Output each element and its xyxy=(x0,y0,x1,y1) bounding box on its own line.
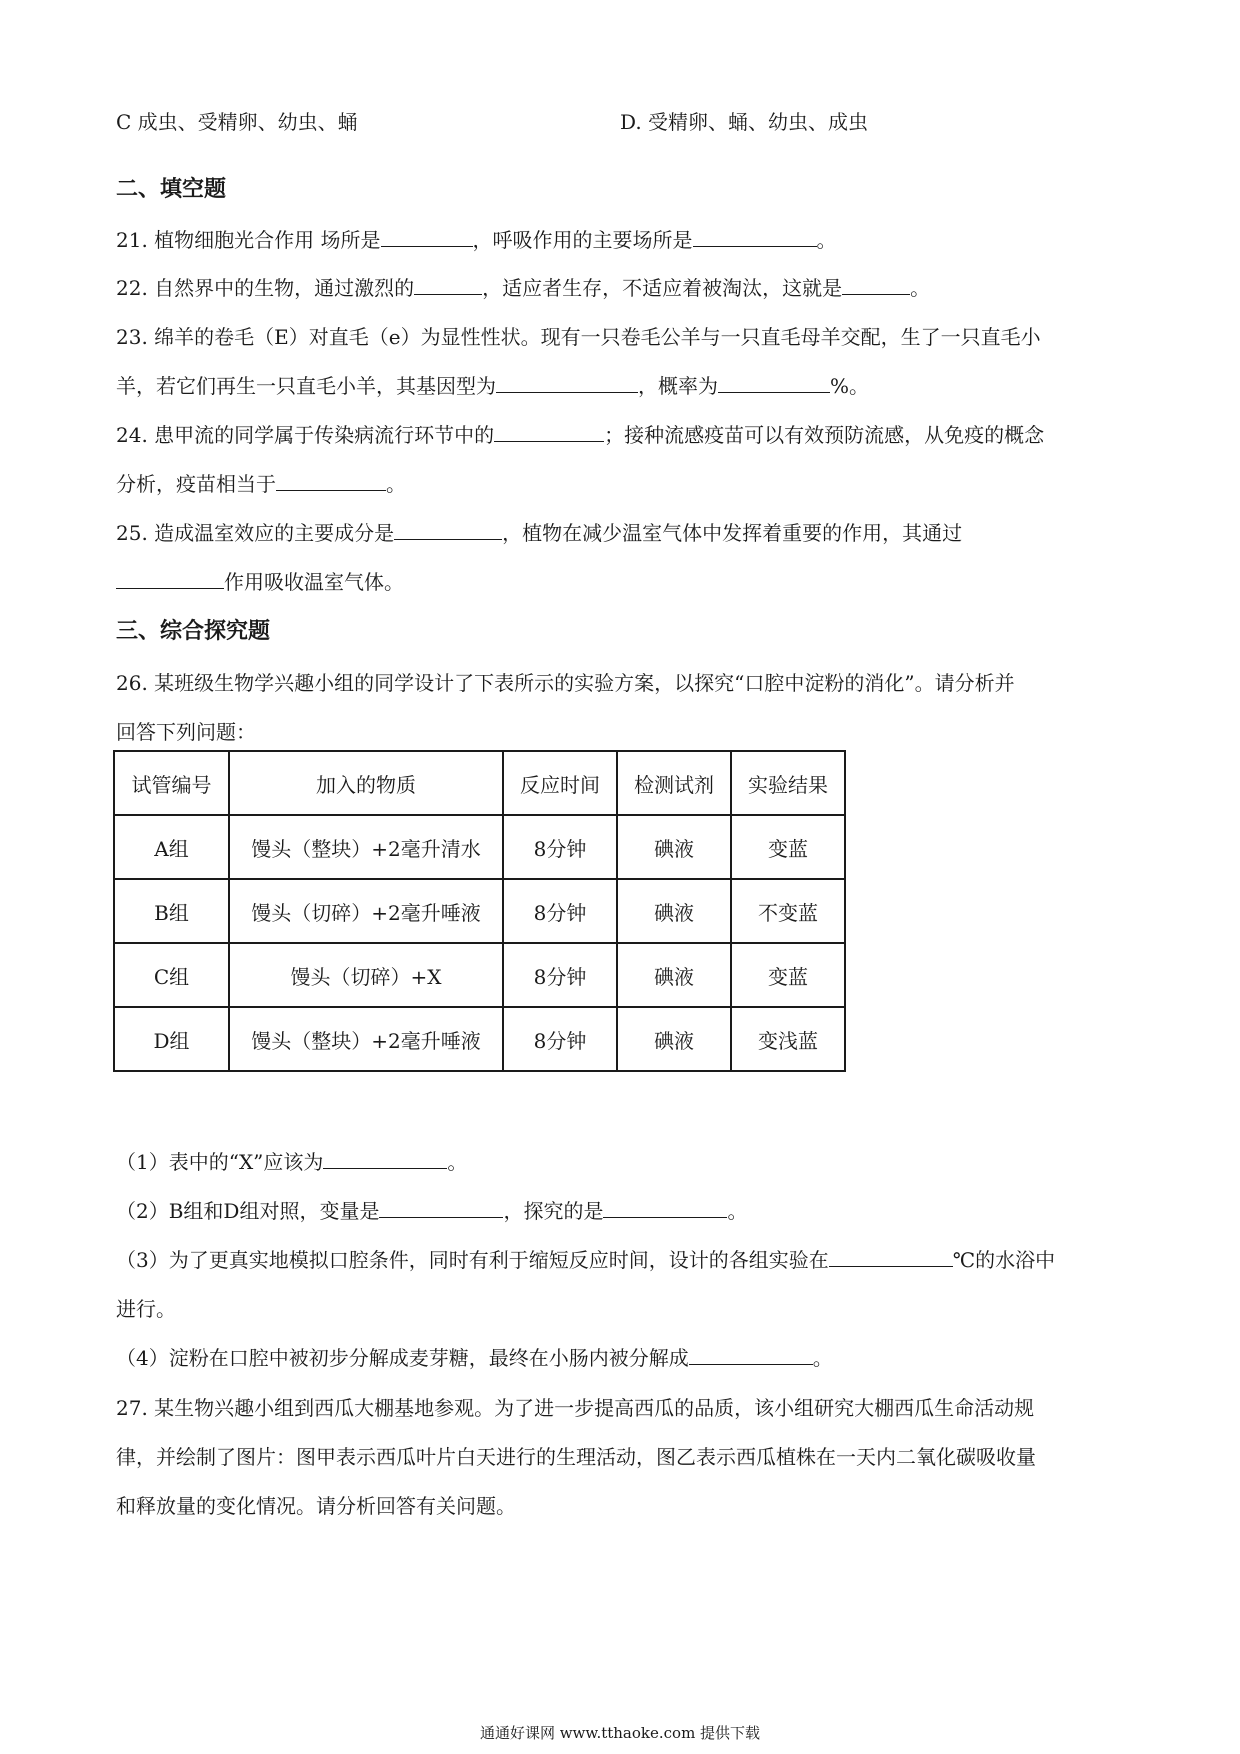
header-reaction-time: 反应时间 xyxy=(503,751,617,815)
answer-blank[interactable] xyxy=(718,374,830,393)
answer-blank[interactable] xyxy=(379,1199,503,1218)
q21-text-a: 21. 植物细胞光合作用 场所是 xyxy=(116,228,381,252)
table-header-row xyxy=(114,751,845,815)
header-substance: 加入的物质 xyxy=(229,751,503,815)
answer-blank[interactable] xyxy=(689,1346,813,1365)
question-26-sub4 xyxy=(116,1342,833,1371)
question-21 xyxy=(116,224,837,253)
q24-text-c: 分析，疫苗相当于 xyxy=(116,472,276,496)
cell-tube-id: C组 xyxy=(114,943,229,1007)
question-23-line1: 23. 绵羊的卷毛（E）对直毛（e）为显性性状。现有一只卷毛公羊与一只直毛母羊交配，生了一只直毛小 xyxy=(116,325,1041,349)
q21-text-b: ，呼吸作用的主要场所是 xyxy=(472,228,693,252)
cell-result: 变浅蓝 xyxy=(731,1007,845,1071)
q25-text-a: 25. 造成温室效应的主要成分是 xyxy=(116,521,395,545)
cell-result: 不变蓝 xyxy=(731,879,845,943)
sub3-text-b: ℃的水浴中 xyxy=(952,1248,1056,1272)
cell-reaction-time: 8分钟 xyxy=(503,815,617,879)
answer-blank[interactable] xyxy=(394,521,502,540)
question-26-line2: 回答下列问题： xyxy=(116,720,256,744)
question-27-line2: 律，并绘制了图片：图甲表示西瓜叶片白天进行的生理活动，图乙表示西瓜植株在一天内二氧化碳吸收量 xyxy=(116,1445,1036,1469)
answer-blank[interactable] xyxy=(276,472,386,491)
q23-text-b: ，概率为 xyxy=(638,374,718,398)
q22-text-c: 。 xyxy=(910,276,931,300)
sub3-text-a: （3）为了更真实地模拟口腔条件，同时有利于缩短反应时间，设计的各组实验在 xyxy=(116,1248,829,1272)
cell-substance: 馒头（整块）+2毫升唾液 xyxy=(229,1007,503,1071)
answer-blank[interactable] xyxy=(693,228,817,247)
option-d: D. 受精卵、蛹、幼虫、成虫 xyxy=(620,110,869,134)
q25-text-b: ，植物在减少温室气体中发挥着重要的作用，其通过 xyxy=(502,521,963,545)
sub2-text-b: ，探究的是 xyxy=(503,1199,604,1223)
cell-reaction-time: 8分钟 xyxy=(503,879,617,943)
cell-substance: 馒头（整块）+2毫升清水 xyxy=(229,815,503,879)
header-reagent: 检测试剂 xyxy=(617,751,731,815)
answer-blank[interactable] xyxy=(381,228,473,247)
q25-text-c: 作用吸收温室气体。 xyxy=(224,570,404,594)
answer-blank[interactable] xyxy=(842,276,910,295)
question-26-sub3-line1 xyxy=(116,1244,1055,1273)
question-27-line3: 和释放量的变化情况。请分析回答有关问题。 xyxy=(116,1494,516,1518)
q24-text-a: 24. 患甲流的同学属于传染病流行环节中的 xyxy=(116,423,495,447)
cell-reagent: 碘液 xyxy=(617,815,731,879)
answer-blank[interactable] xyxy=(496,374,638,393)
table-row xyxy=(114,943,845,1007)
sub1-text-a: （1）表中的“X”应该为 xyxy=(116,1150,324,1174)
q24-text-b: ；接种流感疫苗可以有效预防流感，从免疫的概念 xyxy=(604,423,1045,447)
cell-tube-id: B组 xyxy=(114,879,229,943)
answer-blank[interactable] xyxy=(494,423,604,442)
q22-text-b: ，适应者生存，不适应着被淘汰，这就是 xyxy=(482,276,843,300)
answer-blank[interactable] xyxy=(414,276,482,295)
question-24-line1 xyxy=(116,419,1044,448)
header-result: 实验结果 xyxy=(731,751,845,815)
question-22 xyxy=(116,272,930,301)
sub4-text-a: （4）淀粉在口腔中被初步分解成麦芽糖，最终在小肠内被分解成 xyxy=(116,1346,689,1370)
question-26-sub2 xyxy=(116,1195,747,1224)
q23-text-c: %。 xyxy=(830,374,870,398)
question-25-line2 xyxy=(116,566,404,595)
cell-reagent: 碘液 xyxy=(617,879,731,943)
question-23-line2 xyxy=(116,370,869,399)
section-fill-in-title: 二、填空题 xyxy=(116,176,227,202)
section-inquiry-title: 三、综合探究题 xyxy=(116,618,271,644)
table-row xyxy=(114,815,845,879)
cell-substance: 馒头（切碎）+2毫升唾液 xyxy=(229,879,503,943)
q24-text-d: 。 xyxy=(386,472,406,496)
question-25-line1 xyxy=(116,517,962,546)
page-footer: 通通好课网 www.tthaoke.com 提供下载 xyxy=(479,1724,761,1742)
cell-tube-id: A组 xyxy=(114,815,229,879)
cell-reagent: 碘液 xyxy=(617,1007,731,1071)
sub4-text-b: 。 xyxy=(812,1346,833,1370)
experiment-table xyxy=(113,750,846,1072)
cell-reaction-time: 8分钟 xyxy=(503,943,617,1007)
answer-blank[interactable] xyxy=(116,570,224,589)
cell-substance: 馒头（切碎）+X xyxy=(229,943,503,1007)
cell-tube-id: D组 xyxy=(114,1007,229,1071)
cell-reagent: 碘液 xyxy=(617,943,731,1007)
cell-result: 变蓝 xyxy=(731,815,845,879)
sub2-text-c: 。 xyxy=(727,1199,748,1223)
answer-blank[interactable] xyxy=(829,1248,953,1267)
table-row xyxy=(114,879,845,943)
q23-text-a: 羊，若它们再生一只直毛小羊，其基因型为 xyxy=(116,374,496,398)
sub1-text-b: 。 xyxy=(447,1150,468,1174)
sub2-text-a: （2）B组和D组对照，变量是 xyxy=(116,1199,380,1223)
cell-reaction-time: 8分钟 xyxy=(503,1007,617,1071)
question-26-sub3-line2: 进行。 xyxy=(116,1297,176,1321)
cell-result: 变蓝 xyxy=(731,943,845,1007)
header-tube-id: 试管编号 xyxy=(114,751,229,815)
answer-blank[interactable] xyxy=(603,1199,727,1218)
question-26-line1: 26. 某班级生物学兴趣小组的同学设计了下表所示的实验方案，以探究“口腔中淀粉的消化”。请分析并 xyxy=(116,671,1015,695)
answer-blank[interactable] xyxy=(323,1150,447,1169)
q22-text-a: 22. 自然界中的生物，通过激烈的 xyxy=(116,276,415,300)
question-27-line1: 27. 某生物兴趣小组到西瓜大棚基地参观。为了进一步提高西瓜的品质，该小组研究大棚西瓜生命活动规 xyxy=(116,1396,1035,1420)
question-26-sub1 xyxy=(116,1146,467,1175)
option-c: C 成虫、受精卵、幼虫、蛹 xyxy=(116,110,358,134)
question-24-line2 xyxy=(116,468,406,497)
table-row xyxy=(114,1007,845,1071)
q21-text-c: 。 xyxy=(816,228,837,252)
